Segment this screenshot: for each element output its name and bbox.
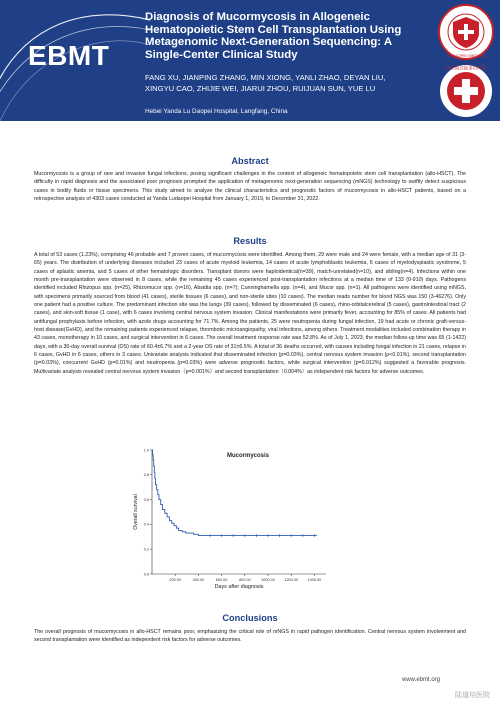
poster-title: Diagnosis of Mucormycosis in Allogeneic Hematopoietic Stem Cell Transplantation Using Metagenomic Next-Generation Sequencing: A Single-Center Clinical Study	[145, 11, 402, 61]
y-tick-label: 0.4	[143, 522, 149, 527]
abstract-text: Mucormycosis is a group of rare and invasive fungal infections, posing significant challenges in the context of allogeneic hematopoietic stem cell transplantation (allo-HSCT). The difficulty in rapid diagnosis and the associated poor prognosis prompted the application of metagenomic next-generation sequencing (mNGS) technology to swiftly detect suspicious cases in bodily fluids or tissue specimens. This study aimed to analyze the clinical characteristics and prognostic factors of mucormycosis in allo-HSCT patients, based on a retrospective analysis of 4303 cases conducted at Yanda Ludaopei Hospital from January 1, 2019, to December 31, 2022.	[34, 171, 466, 203]
author-list: FANG XU, JIANPING ZHANG, MIN XIONG, YANLI ZHAO, DEYAN LIU, XINGYU CAO, ZHIJIE WEI, JIARUI ZHOU, RUIJUAN SUN, YUE LU	[145, 73, 386, 93]
affiliation: Hebei Yanda Lu Daopei Hospital, Langfang, China	[145, 108, 288, 115]
x-tick-label: 1200.00	[284, 578, 299, 582]
hospital-cross-icon	[437, 62, 495, 120]
poster-header	[0, 0, 500, 121]
hospital-seal-icon	[437, 3, 495, 61]
results-text: A total of 53 cases (1.23%), comprising 46 probable and 7 proven cases, of mucormycosis were identified. Among them, 29 were male and 24 were female, with a median age of 31 (3-65) years. The distribution of underlying diseases included 23 cases of acute myeloid leukemia, 14 cases of acute lymphoblastic leukemia, 6 cases of myelodysplastic syndrome, 5 cases of aplastic anemia, and 5 cases of other hematologic disorders. Transplant donors were haploidentical(n=39), match-unrelated(n=10), and sibling(n=4). Infections within one month pre-transplantation were observed in 8 cases, while the remaining 45 cases experienced post-transplantation infections at a median time of 133 (0-910) days. Pathogens identified included Rhizopus spp. (n=25), Rhizomucor spp. (n=16), Absidia spp. (n=7); Cunninghamella spp. (n=4), and Mucor spp. (n=1). All pathogens were identified using mNGS, with specimens primarily sourced from blood (41 cases), sterile tissues (6 cases), and non-sterile sites (10 cases). The median reads number for blood NGS was 150 (3-46276). Only one patient had a positive culture. The predominant infection site was the lungs (39 cases), followed by disseminated (6 cases), rhino-orbitalcerebral (5 cases), gastrointestinal tract (2 cases), and skin-soft tissue (1 case), with 6 cases involving central nervous system invasion. Clinical manifestations were primarily fever, accounting for 85% of cases. All patients had antifungal prophylaxis before infection, with azole drugs accounting for 71.7%. Among the patients, 25 were neutropenia during fungal infection, 19 had acute or chronic graft-versus-host disease(GvHD), and the remaining patients experienced relapse, thrombotic microangiopathy, viral infections, among others. Treatment modalities included combination therapy in 43 cases, monotherapy in 10 cases, and surgical intervention in 6 cases. The overall treatment response rate was 52.8%. As of July 1, 2023, the median follow-up time was 65 (1-1422) days, with a 30-day overall survival (OS) rate of 60.4±6.7% and a 2-year OS rate of 31±6.5%. A total of 36 deaths occurred, with causes including fungal infection in 21 cases, relapse in 6 cases, GvHD in 6 cases, others in 3 cases. Univariate analysis indicated that disseminated infection (p=0.03%), central nervous system invasion (p<0.01%), second transplantation (p=0.03%), concurrent GvHD (p=0.01%) and neutropenia (p=0.03%) were adverse prognostic factors, while surgical intervention (p=0.012%) suggested a favorable prognosis. Multivariate analysis revealed central nervous system invasion（p=0.001%）and second transplantation（0.004%）as independent risk factors for adverse outcomes.	[34, 252, 466, 375]
results-heading: Results	[233, 236, 267, 246]
x-tick-label: 400.00	[192, 578, 205, 582]
conclusions-heading: Conclusions	[222, 613, 278, 623]
x-tick-label: 1400.00	[307, 578, 322, 582]
ebmt-logo: EBMT	[28, 40, 110, 71]
x-axis-label: Days after diagnosis	[214, 584, 264, 590]
conclusions-text: The overall prognosis of mucormycosis in allo-HSCT remains poor, emphasizing the critical role of mNGS in rapid pathogen identification. Central nervous system involvement and second transplantation were identified as independent risk factors for adverse outcomes.	[34, 629, 466, 644]
y-tick-label: 0.6	[143, 497, 149, 502]
y-tick-label: 0.2	[143, 547, 149, 552]
footer-url[interactable]: www.ebmt.org	[401, 677, 440, 683]
x-tick-label: 800.00	[238, 578, 251, 582]
y-tick-label: 0.0	[143, 572, 149, 577]
watermark: 陆道培医院	[455, 692, 490, 699]
y-axis-label: Overall survival	[133, 494, 139, 530]
x-tick-label: 200.00	[169, 578, 182, 582]
y-tick-label: 0.8	[143, 473, 149, 478]
abstract-heading: Abstract	[231, 156, 269, 166]
survival-chart	[130, 442, 340, 592]
seal-text: LU DAOPEI MEDICAL	[445, 53, 487, 58]
y-tick-label: 1.0	[143, 448, 149, 453]
seal-cn-text: 河北燕达陆道培医院	[445, 65, 487, 71]
x-tick-label: 1000.00	[261, 578, 275, 582]
chart-title: Mucormycosis	[226, 453, 270, 459]
x-tick-label: 600.00	[215, 578, 228, 582]
